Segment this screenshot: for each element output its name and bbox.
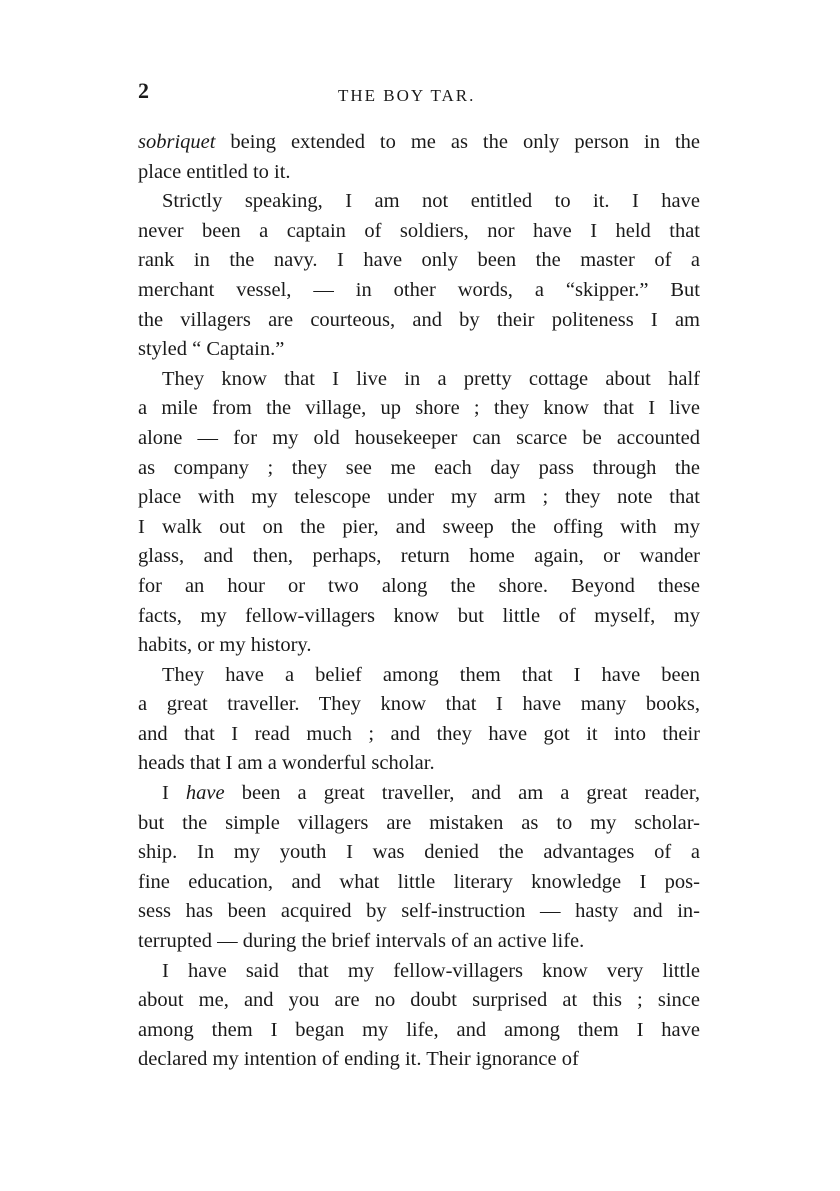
text-line xyxy=(138,306,700,336)
text-segment: place with my telescope under my arm ; they note that xyxy=(138,486,700,509)
text-segment: They have a belief among them that I have been xyxy=(162,663,700,686)
text-segment: I xyxy=(162,782,186,805)
text-line xyxy=(138,897,700,927)
text-segment: never been a captain of soldiers, nor have I held that xyxy=(138,219,700,242)
paragraph xyxy=(138,187,700,365)
text-line xyxy=(138,957,700,987)
text-segment: for an hour or two along the shore. Beyond these xyxy=(138,574,700,597)
text-segment: ship. In my youth I was denied the advantages of a xyxy=(138,841,700,864)
italic-text: have xyxy=(185,782,225,805)
text-line xyxy=(138,158,700,188)
italic-text: sobriquet xyxy=(138,131,216,153)
paragraph xyxy=(138,128,700,187)
text-line xyxy=(138,394,700,424)
text-segment: styled “ Captain.” xyxy=(138,338,285,361)
text-line xyxy=(138,720,700,750)
text-line xyxy=(138,927,700,957)
paragraph xyxy=(138,661,700,779)
text-segment: as company ; they see me each day pass through the xyxy=(138,456,700,479)
text-line xyxy=(138,1045,700,1075)
text-line xyxy=(138,779,700,809)
text-segment: merchant vessel, — in other words, a “skipper.” But xyxy=(138,278,700,301)
text-line xyxy=(138,690,700,720)
text-segment: I have said that my fellow-villagers know very little xyxy=(162,959,700,982)
body-text xyxy=(138,128,700,1075)
running-title: THE BOY TAR. xyxy=(338,86,476,105)
text-segment: declared my intention of ending it. Their ignorance of xyxy=(138,1048,579,1071)
text-segment: alone — for my old housekeeper can scarce be accounted xyxy=(138,426,700,449)
text-line xyxy=(138,631,700,661)
text-line xyxy=(138,661,700,691)
text-line xyxy=(138,128,700,158)
text-line xyxy=(138,454,700,484)
paragraph xyxy=(138,779,700,957)
text-segment: and that I read much ; and they have got it into their xyxy=(138,722,700,745)
paragraph xyxy=(138,365,700,661)
text-line xyxy=(138,542,700,572)
text-line xyxy=(138,483,700,513)
text-segment: fine education, and what little literary knowledge I pos- xyxy=(138,870,700,893)
text-line xyxy=(138,1016,700,1046)
page-number: 2 xyxy=(138,78,149,103)
text-line xyxy=(138,424,700,454)
text-line xyxy=(138,602,700,632)
text-segment: place entitled to it. xyxy=(138,160,291,183)
text-line xyxy=(138,868,700,898)
text-line xyxy=(138,513,700,543)
text-segment: I walk out on the pier, and sweep the offing with my xyxy=(138,515,700,538)
text-segment: a great traveller. They know that I have many books, xyxy=(138,693,700,716)
text-segment: facts, my fellow-villagers know but little of myself, my xyxy=(138,604,700,627)
text-segment: heads that I am a wonderful scholar. xyxy=(138,752,435,775)
text-segment: rank in the navy. I have only been the master of a xyxy=(138,249,700,272)
text-line xyxy=(138,365,700,395)
text-line xyxy=(138,246,700,276)
paragraph xyxy=(138,957,700,1075)
text-line xyxy=(138,749,700,779)
text-segment: been a great traveller, and am a great reader, xyxy=(224,782,701,805)
text-segment: glass, and then, perhaps, return home again, or wander xyxy=(138,545,700,568)
text-segment: but the simple villagers are mistaken as to my scholar- xyxy=(138,811,700,834)
text-line xyxy=(138,572,700,602)
text-line xyxy=(138,276,700,306)
page-header xyxy=(138,78,700,108)
text-segment: a mile from the village, up shore ; they know that I live xyxy=(138,397,700,420)
text-segment: They know that I live in a pretty cottage about half xyxy=(162,367,700,390)
text-line xyxy=(138,217,700,247)
text-segment: terrupted — during the brief intervals of an active life. xyxy=(138,930,585,953)
text-segment: about me, and you are no doubt surprised at this ; since xyxy=(138,989,700,1012)
text-segment: among them I began my life, and among them I have xyxy=(138,1018,700,1041)
text-segment: sess has been acquired by self-instruction — hasty and in- xyxy=(138,900,700,923)
text-segment: habits, or my history. xyxy=(138,634,312,657)
text-line xyxy=(138,838,700,868)
text-line xyxy=(138,187,700,217)
text-line xyxy=(138,809,700,839)
text-line xyxy=(138,335,700,365)
text-segment: being extended to me as the only person in the xyxy=(215,131,700,153)
text-segment: Strictly speaking, I am not entitled to it. I have xyxy=(162,190,700,213)
text-segment: the villagers are courteous, and by their politeness I am xyxy=(138,308,700,331)
text-line xyxy=(138,986,700,1016)
